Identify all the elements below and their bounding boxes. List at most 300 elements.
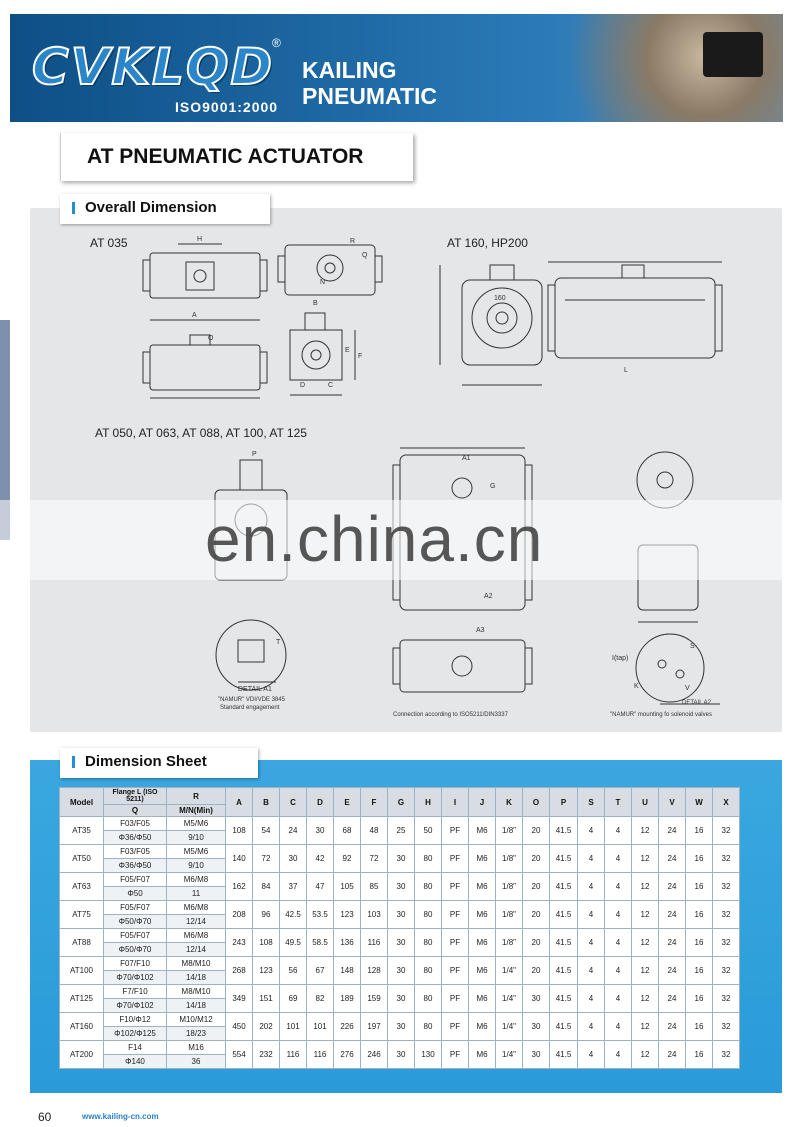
cell-v: 24 [659, 929, 686, 957]
cell-t: 4 [605, 957, 632, 985]
cell-model: AT63 [60, 873, 104, 901]
dim-letter-t: T [276, 639, 281, 646]
cell-h: 80 [415, 845, 442, 873]
drawing-at160-front [440, 265, 542, 385]
header-col-i: I [442, 788, 469, 817]
cell-v: 24 [659, 873, 686, 901]
cell-e: 189 [334, 985, 361, 1013]
cell-model: AT75 [60, 901, 104, 929]
cell-mn: 9/10 [167, 859, 226, 873]
dim-label-160: 160 [494, 295, 506, 302]
cell-u: 12 [632, 845, 659, 873]
cell-c: 30 [280, 845, 307, 873]
cell-b: 84 [253, 873, 280, 901]
cell-k: 1/8" [496, 929, 523, 957]
cell-u: 12 [632, 1041, 659, 1069]
cell-e: 92 [334, 845, 361, 873]
cell-v: 24 [659, 957, 686, 985]
cell-b: 151 [253, 985, 280, 1013]
cell-b: 202 [253, 1013, 280, 1041]
cell-model: AT88 [60, 929, 104, 957]
detail-a1-label: DETAIL A1 [238, 686, 272, 693]
cell-q: Φ50/Φ70 [104, 943, 167, 957]
cell-r: M6/M8 [167, 929, 226, 943]
company-name-line1: KAILING [302, 57, 397, 83]
cell-v: 24 [659, 985, 686, 1013]
cell-mn: 36 [167, 1055, 226, 1069]
standard-engagement-label: Standard engagement [220, 705, 280, 711]
cell-e: 226 [334, 1013, 361, 1041]
cell-g: 30 [388, 1041, 415, 1069]
cell-mn: 14/18 [167, 999, 226, 1013]
cell-c: 49.5 [280, 929, 307, 957]
cell-model: AT100 [60, 957, 104, 985]
cell-c: 42.5 [280, 901, 307, 929]
cell-e: 136 [334, 929, 361, 957]
cell-f: 85 [361, 873, 388, 901]
cell-o: 30 [523, 1013, 550, 1041]
cell-o: 30 [523, 985, 550, 1013]
header-col-j: J [469, 788, 496, 817]
cell-s: 4 [578, 1013, 605, 1041]
cell-model: AT200 [60, 1041, 104, 1069]
cell-g: 25 [388, 817, 415, 845]
cell-flange: F05/F07 [104, 929, 167, 943]
cell-u: 12 [632, 957, 659, 985]
cell-f: 48 [361, 817, 388, 845]
cell-mn: 12/14 [167, 915, 226, 929]
cell-flange: F07/F10 [104, 957, 167, 971]
dim-letter-a1: A1 [462, 455, 471, 462]
dim-letter-v: V [685, 685, 690, 692]
header-col-u: U [632, 788, 659, 817]
dim-letter-itap: I(tap) [612, 655, 629, 662]
cell-o: 20 [523, 873, 550, 901]
cell-h: 50 [415, 817, 442, 845]
watermark-text: en.china.cn [205, 503, 544, 575]
dim-letter-h: H [197, 236, 203, 243]
cell-x: 32 [713, 985, 740, 1013]
dimension-sheet-label: Dimension Sheet [85, 753, 207, 770]
cell-t: 4 [605, 929, 632, 957]
cell-r: M8/M10 [167, 957, 226, 971]
dim-letter-s: S [690, 643, 695, 650]
cell-u: 12 [632, 929, 659, 957]
table-header-row-1 [60, 788, 740, 805]
cell-d: 42 [307, 845, 334, 873]
cell-b: 123 [253, 957, 280, 985]
cell-f: 197 [361, 1013, 388, 1041]
cell-u: 12 [632, 1013, 659, 1041]
header-col-w: W [686, 788, 713, 817]
cell-a: 243 [226, 929, 253, 957]
cell-d: 30 [307, 817, 334, 845]
cell-k: 1/4" [496, 957, 523, 985]
cell-a: 108 [226, 817, 253, 845]
cell-b: 96 [253, 901, 280, 929]
cell-s: 4 [578, 901, 605, 929]
cell-k: 1/4" [496, 985, 523, 1013]
cell-h: 80 [415, 901, 442, 929]
cell-w: 16 [686, 873, 713, 901]
cell-flange: F05/F07 [104, 873, 167, 887]
cell-d: 47 [307, 873, 334, 901]
cell-i: PF [442, 901, 469, 929]
dimension-sheet-tab [60, 748, 258, 778]
cell-o: 20 [523, 845, 550, 873]
cell-r: M5/M6 [167, 817, 226, 831]
cell-f: 103 [361, 901, 388, 929]
dim-letter-g: G [490, 483, 496, 490]
dim-letter-a3: A3 [476, 627, 485, 634]
cell-mn: 11 [167, 887, 226, 901]
header-col-p: P [550, 788, 578, 817]
cell-a: 554 [226, 1041, 253, 1069]
cell-r: M16 [167, 1041, 226, 1055]
cell-d: 116 [307, 1041, 334, 1069]
cell-q: Φ36/Φ50 [104, 831, 167, 845]
cell-g: 30 [388, 901, 415, 929]
cell-flange: F10/Φ12 [104, 1013, 167, 1027]
cell-o: 30 [523, 1041, 550, 1069]
table-row [60, 817, 740, 831]
cell-w: 16 [686, 1041, 713, 1069]
cell-w: 16 [686, 901, 713, 929]
cell-q: Φ50 [104, 887, 167, 901]
cell-f: 116 [361, 929, 388, 957]
cell-t: 4 [605, 873, 632, 901]
detail-a2-label: DETAIL A2 [682, 700, 712, 706]
cell-j: M6 [469, 1041, 496, 1069]
cell-b: 232 [253, 1041, 280, 1069]
drawing-detail-a2 [636, 634, 720, 704]
header-col-t: T [605, 788, 632, 817]
cell-flange: F03/F05 [104, 817, 167, 831]
cell-p: 41.5 [550, 1041, 578, 1069]
cell-p: 41.5 [550, 817, 578, 845]
namur-mounting-label: "NAMUR" mounting fo solenoid valves [610, 712, 712, 718]
cell-j: M6 [469, 957, 496, 985]
drawing-at160-side [548, 262, 722, 358]
cell-k: 1/4" [496, 1041, 523, 1069]
cell-j: M6 [469, 845, 496, 873]
cell-v: 24 [659, 901, 686, 929]
cell-h: 80 [415, 873, 442, 901]
cell-t: 4 [605, 985, 632, 1013]
cell-mn: 14/18 [167, 971, 226, 985]
cell-s: 4 [578, 929, 605, 957]
table-row [60, 957, 740, 971]
cell-flange: F7/F10 [104, 985, 167, 999]
cell-t: 4 [605, 845, 632, 873]
connection-note: Connection according to ISO5211/DIN3337 [393, 712, 508, 718]
drawing-at035-bottom [143, 320, 267, 398]
table-row [60, 901, 740, 915]
dim-letter-n: N [320, 279, 326, 286]
cell-k: 1/4" [496, 1013, 523, 1041]
cell-j: M6 [469, 873, 496, 901]
cell-c: 116 [280, 1041, 307, 1069]
cell-e: 148 [334, 957, 361, 985]
cell-i: PF [442, 957, 469, 985]
cell-s: 4 [578, 1041, 605, 1069]
cell-model: AT160 [60, 1013, 104, 1041]
table-row [60, 1013, 740, 1027]
cell-a: 268 [226, 957, 253, 985]
cell-s: 4 [578, 957, 605, 985]
cell-k: 1/8" [496, 873, 523, 901]
cell-j: M6 [469, 1013, 496, 1041]
dim-letter-r: R [350, 238, 356, 245]
cell-u: 12 [632, 873, 659, 901]
cell-k: 1/8" [496, 845, 523, 873]
header-col-c: C [280, 788, 307, 817]
page-number: 60 [38, 1110, 52, 1124]
header-model: Model [60, 788, 104, 817]
cell-c: 24 [280, 817, 307, 845]
cell-b: 72 [253, 845, 280, 873]
cell-q: Φ50/Φ70 [104, 915, 167, 929]
cell-model: AT35 [60, 817, 104, 845]
cell-j: M6 [469, 929, 496, 957]
cell-t: 4 [605, 901, 632, 929]
cell-d: 58.5 [307, 929, 334, 957]
dim-letter-a2: A2 [484, 593, 493, 600]
registered-mark: ® [272, 36, 281, 50]
cell-model: AT50 [60, 845, 104, 873]
cell-a: 450 [226, 1013, 253, 1041]
cell-r: M8/M10 [167, 985, 226, 999]
cell-v: 24 [659, 1041, 686, 1069]
cell-c: 69 [280, 985, 307, 1013]
table-row [60, 873, 740, 887]
cell-k: 1/8" [496, 817, 523, 845]
cell-i: PF [442, 1013, 469, 1041]
cell-o: 20 [523, 929, 550, 957]
overall-dimension-label: Overall Dimension [85, 199, 217, 216]
header-r: R [167, 788, 226, 805]
cell-w: 16 [686, 1013, 713, 1041]
dim-letter-d: D [300, 382, 306, 389]
cell-h: 80 [415, 957, 442, 985]
header-col-h: H [415, 788, 442, 817]
cell-e: 276 [334, 1041, 361, 1069]
dim-letter-p: P [252, 451, 257, 458]
cell-p: 41.5 [550, 929, 578, 957]
table-row [60, 929, 740, 943]
header-col-d: D [307, 788, 334, 817]
label-at035: AT 035 [90, 236, 128, 250]
cell-g: 30 [388, 845, 415, 873]
cell-e: 68 [334, 817, 361, 845]
cell-b: 54 [253, 817, 280, 845]
brand-logo: CVKLQD [32, 38, 275, 96]
cell-g: 30 [388, 985, 415, 1013]
header-flange: Flange L (ISO 5211) [104, 788, 167, 805]
cell-v: 24 [659, 845, 686, 873]
tab-accent-bar [72, 756, 75, 768]
cell-e: 123 [334, 901, 361, 929]
cell-w: 16 [686, 845, 713, 873]
dim-letter-l: L [624, 367, 628, 374]
cell-i: PF [442, 817, 469, 845]
cell-flange: F05/F07 [104, 901, 167, 915]
cell-a: 162 [226, 873, 253, 901]
cell-u: 12 [632, 901, 659, 929]
cell-p: 41.5 [550, 901, 578, 929]
cell-model: AT125 [60, 985, 104, 1013]
cell-i: PF [442, 1041, 469, 1069]
cell-h: 80 [415, 1013, 442, 1041]
cell-f: 72 [361, 845, 388, 873]
cell-x: 32 [713, 1013, 740, 1041]
cell-x: 32 [713, 1041, 740, 1069]
cell-p: 41.5 [550, 873, 578, 901]
header-col-f: F [361, 788, 388, 817]
cell-d: 101 [307, 1013, 334, 1041]
cell-w: 16 [686, 985, 713, 1013]
cell-w: 16 [686, 817, 713, 845]
cell-g: 30 [388, 957, 415, 985]
cell-i: PF [442, 929, 469, 957]
cell-mn: 12/14 [167, 943, 226, 957]
cell-q: Φ102/Φ125 [104, 1027, 167, 1041]
cell-x: 32 [713, 873, 740, 901]
cell-r: M5/M6 [167, 845, 226, 859]
header-col-a: A [226, 788, 253, 817]
cell-q: Φ140 [104, 1055, 167, 1069]
dim-letter-q: Q [362, 252, 368, 259]
cell-b: 108 [253, 929, 280, 957]
dimension-table [59, 787, 740, 1069]
cell-s: 4 [578, 873, 605, 901]
cell-h: 80 [415, 985, 442, 1013]
cell-w: 16 [686, 957, 713, 985]
cell-i: PF [442, 873, 469, 901]
cell-flange: F03/F05 [104, 845, 167, 859]
cell-i: PF [442, 845, 469, 873]
watermark-band [0, 500, 800, 580]
cell-q: Φ70/Φ102 [104, 999, 167, 1013]
header-col-x: X [713, 788, 740, 817]
cell-x: 32 [713, 845, 740, 873]
header-col-k: K [496, 788, 523, 817]
table-row [60, 1041, 740, 1055]
header-col-s: S [578, 788, 605, 817]
cell-s: 4 [578, 845, 605, 873]
cell-q: Φ70/Φ102 [104, 971, 167, 985]
cell-f: 128 [361, 957, 388, 985]
company-name-line2: PNEUMATIC [302, 83, 438, 109]
cell-j: M6 [469, 985, 496, 1013]
cell-o: 20 [523, 901, 550, 929]
website-link[interactable]: www.kailing-cn.com [82, 1112, 159, 1121]
header-col-v: V [659, 788, 686, 817]
cell-h: 130 [415, 1041, 442, 1069]
cell-g: 30 [388, 1013, 415, 1041]
cell-r: M6/M8 [167, 901, 226, 915]
drawing-solenoid-connection [393, 640, 532, 692]
cell-s: 4 [578, 985, 605, 1013]
cell-h: 80 [415, 929, 442, 957]
header-col-e: E [334, 788, 361, 817]
cell-a: 208 [226, 901, 253, 929]
cell-r: M6/M8 [167, 873, 226, 887]
cell-q: Φ36/Φ50 [104, 859, 167, 873]
dim-letter-e: E [345, 347, 350, 354]
cell-p: 41.5 [550, 845, 578, 873]
cell-d: 67 [307, 957, 334, 985]
cell-g: 30 [388, 873, 415, 901]
cell-v: 24 [659, 817, 686, 845]
cell-mn: 9/10 [167, 831, 226, 845]
cell-f: 159 [361, 985, 388, 1013]
cell-d: 82 [307, 985, 334, 1013]
cell-c: 101 [280, 1013, 307, 1041]
cell-a: 349 [226, 985, 253, 1013]
cell-t: 4 [605, 817, 632, 845]
cell-g: 30 [388, 929, 415, 957]
label-at050-group: AT 050, AT 063, AT 088, AT 100, AT 125 [95, 426, 307, 440]
cell-u: 12 [632, 817, 659, 845]
cell-t: 4 [605, 1013, 632, 1041]
namur-vdi-label: "NAMUR" VDI/VDE 3845 [218, 697, 285, 703]
cell-o: 20 [523, 817, 550, 845]
drawing-detail-a1 [216, 620, 286, 690]
table-row [60, 985, 740, 999]
drawing-at035-front [143, 244, 267, 298]
cell-x: 32 [713, 817, 740, 845]
cell-e: 105 [334, 873, 361, 901]
cell-d: 53.5 [307, 901, 334, 929]
cell-mn: 18/23 [167, 1027, 226, 1041]
label-at160: AT 160, HP200 [447, 236, 528, 250]
table-row [60, 845, 740, 859]
dim-letter-f: F [358, 353, 363, 360]
cell-a: 140 [226, 845, 253, 873]
cell-j: M6 [469, 817, 496, 845]
header-col-g: G [388, 788, 415, 817]
cell-x: 32 [713, 929, 740, 957]
cell-f: 246 [361, 1041, 388, 1069]
cell-s: 4 [578, 817, 605, 845]
header-col-o: O [523, 788, 550, 817]
cell-x: 32 [713, 957, 740, 985]
cell-c: 37 [280, 873, 307, 901]
cell-w: 16 [686, 929, 713, 957]
dim-letter-k: K [634, 683, 639, 690]
cell-p: 41.5 [550, 985, 578, 1013]
iso-certification: ISO9001:2000 [175, 99, 279, 115]
cell-flange: F14 [104, 1041, 167, 1055]
cell-k: 1/8" [496, 901, 523, 929]
dim-letter-a: A [192, 312, 197, 319]
cell-x: 32 [713, 901, 740, 929]
cell-t: 4 [605, 1041, 632, 1069]
dim-letter-o: O [208, 335, 214, 342]
header-q: Q [104, 805, 167, 817]
dim-letter-c: C [328, 382, 334, 389]
cell-r: M10/M12 [167, 1013, 226, 1027]
cell-u: 12 [632, 985, 659, 1013]
header-mn: M/N(Min) [167, 805, 226, 817]
cell-p: 41.5 [550, 957, 578, 985]
dim-letter-b: B [313, 300, 318, 307]
cell-p: 41.5 [550, 1013, 578, 1041]
page-title: AT PNEUMATIC ACTUATOR [87, 145, 364, 168]
cell-o: 20 [523, 957, 550, 985]
header-col-b: B [253, 788, 280, 817]
